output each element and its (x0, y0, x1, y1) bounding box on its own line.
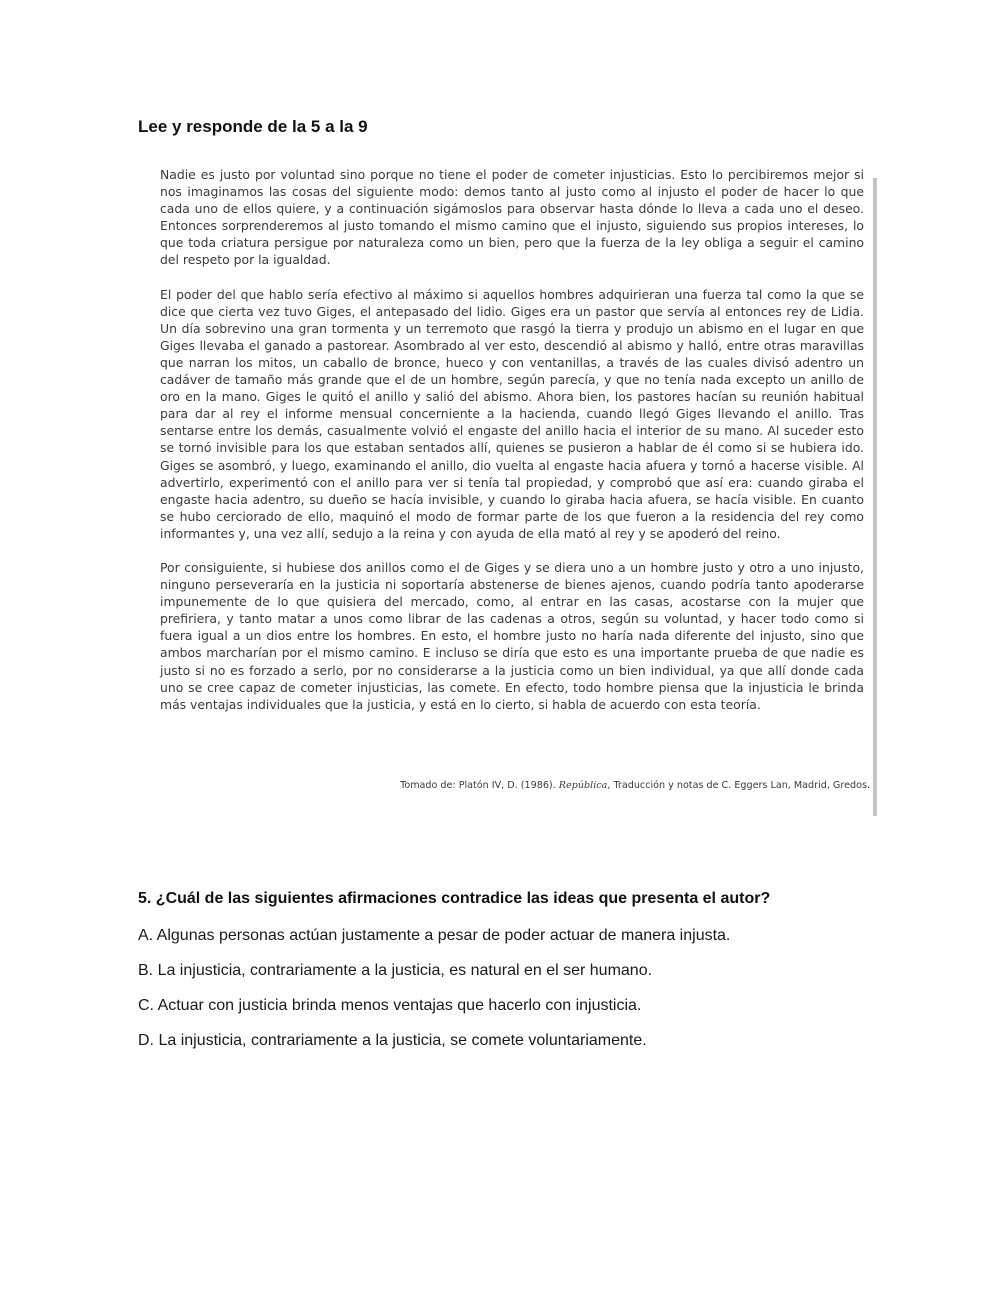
citation-work-title: República (558, 780, 608, 791)
answer-option-d[interactable]: D. La injusticia, contrariamente a la justicia, se comete voluntariamente. (138, 1032, 647, 1049)
question-5-prompt: 5. ¿Cuál de las siguientes afirmaciones contradice las ideas que presenta el autor? (138, 890, 771, 907)
answer-option-b[interactable]: B. La injusticia, contrariamente a la justicia, es natural en el ser humano. (138, 962, 653, 979)
answer-options (138, 925, 730, 1065)
answer-option-a[interactable]: A. Algunas personas actúan justamente a pesar de poder actuar de manera injusta. (138, 927, 731, 944)
excerpt-source-citation (160, 780, 870, 791)
section-heading: Lee y responde de la 5 a la 9 (138, 117, 368, 136)
excerpt-paragraph-1: Nadie es justo por voluntad sino porque no tiene el poder de cometer injusticias. Esto lo percibiremos mejor si nos imaginamos las cosas del siguiente modo: demos tanto al justo como al injusto el poder de hacer lo que cada uno de ellos quiere, y a continuación sigámoslos para observar hasta dónde lo lleva a cada uno el deseo. Entonces sorprenderemos al justo tomando el mismo camino que el injusto, siguiendo sus propios intereses, lo que toda criatura persigue por naturaleza como un bien, pero que la fuerza de la ley obliga a seguir el camino del respeto por la igualdad. (160, 167, 864, 268)
citation-prefix: Tomado de: Platón IV, D. (1986). (400, 780, 559, 791)
scan-border (873, 178, 877, 816)
reading-excerpt (160, 166, 864, 727)
excerpt-paragraph-2: El poder del que hablo sería efectivo al máximo si aquellos hombres adquirieran una fuerza tal como la que se dice que cierta vez tuvo Giges, el antepasado del lidio. Giges era un pastor que servía al entonces rey de Lidia. Un día sobrevino una gran tormenta y un terremoto que rasgó la tierra y produjo un abismo en el lugar en que Giges llevaba el ganado a pastorear. Asombrado al ver esto, descendió al abismo y halló, entre otras maravillas que narran los mitos, un caballo de bronce, hueco y con ventanillas, a través de las cuales divisó adentro un cadáver de tamaño más grande que el de un hombre, según parecía, y que no tenía nada excepto un anillo de oro en la mano. Giges le quitó el anillo y salió del abismo. Ahora bien, los pastores hacían su reunión habitual para dar al rey el informe mensual concerniente a la hacienda, cuando llegó Giges llevando el anillo. Tras sentarse entre los demás, casualmente volvió el engaste del anillo hacia el interior de su mano. Al suceder esto se tornó invisible para los que estaban sentados allí, quienes se pusieron a hablar de él como si se hubiera ido. Giges se asombró, y luego, examinando el anillo, dio vuelta al engaste hacia afuera y tornó a hacerse visible. Al advertirlo, experimentó con el anillo para ver si tenía tal propiedad, y comprobó que así era: cuando giraba el engaste hacia adentro, su dueño se hacía invisible, y cuando lo giraba hacia afuera, se hacía visible. En cuanto se hubo cerciorado de ello, maquinó el modo de formar parte de los que fueron a la residencia del rey como informantes y, una vez allí, sedujo a la reina y con ayuda de ella mató al rey y se apoderó del reino. (160, 286, 864, 541)
answer-option-c[interactable]: C. Actuar con justicia brinda menos ventajas que hacerlo con injusticia. (138, 997, 642, 1014)
citation-suffix: , Traducción y notas de C. Eggers Lan, Madrid, Gredos. (607, 780, 870, 791)
excerpt-paragraph-3: Por consiguiente, si hubiese dos anillos como el de Giges y se diera uno a un hombre justo y otro a uno injusto, ninguno perseveraría en la justicia ni soportaría abstenerse de bienes ajenos, cuando podría tanto apoderarse impunemente de lo que quisiera del mercado, como, al entrar en las casas, acostarse con la mujer que prefiriera, y tanto matar a unos como librar de las cadenas a otros, según su voluntad, y hacer todo como si fuera igual a un dios entre los hombres. En esto, el hombre justo no haría nada diferente del injusto, sino que ambos marcharían por el mismo camino. E incluso se diría que esto es una importante prueba de que nadie es justo si no es forzado a serlo, por no considerarse a la justicia como un bien individual, ya que allí donde cada uno se cree capaz de cometer injusticias, las comete. En efecto, todo hombre piensa que la injusticia le brinda más ventajas individuales que la justicia, y está en lo cierto, si habla de acuerdo con esta teoría. (160, 559, 864, 712)
